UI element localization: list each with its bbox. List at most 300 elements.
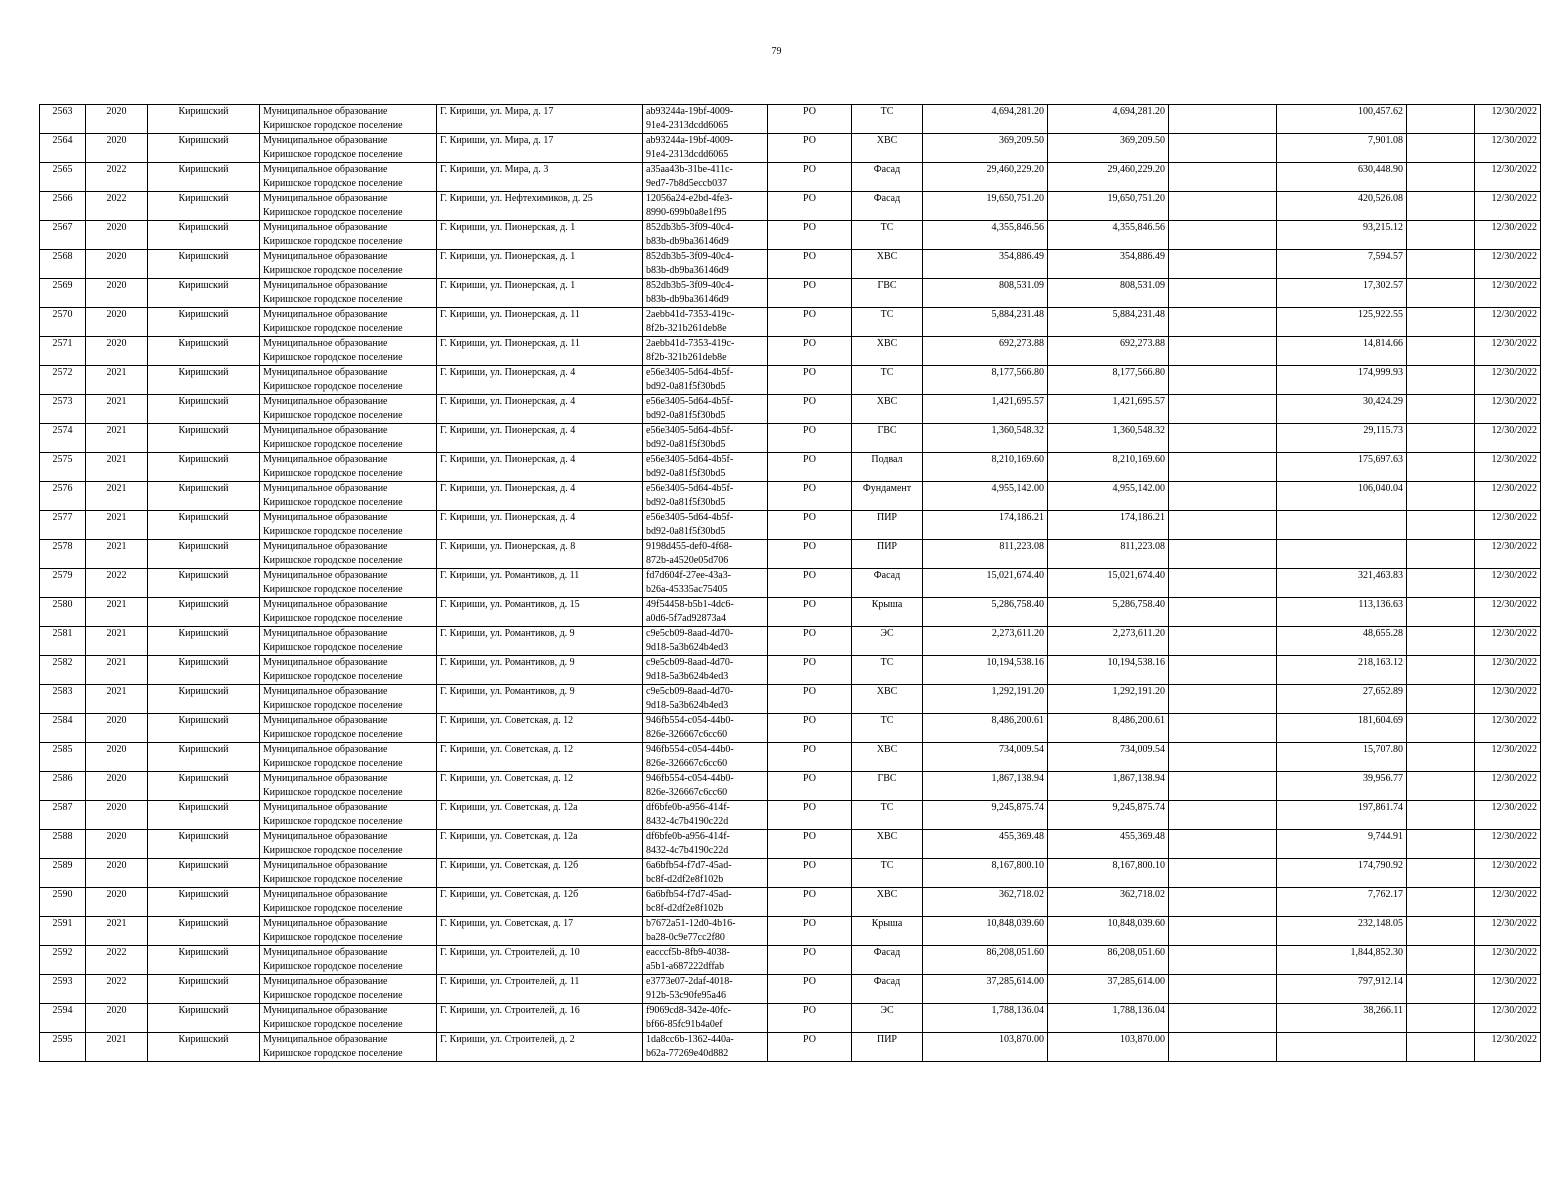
district-cell: Киришский: [148, 511, 260, 540]
district-cell: Киришский: [148, 163, 260, 192]
address-cell: Г. Кириши, ул. Пионерская, д. 1: [437, 250, 643, 279]
blank-cell: [1169, 308, 1277, 337]
municipality-cell: [260, 888, 437, 917]
house-guid-line-2: 826e-326667c6cc60: [646, 787, 728, 798]
cost-share-cell: 39,956.77: [1277, 772, 1407, 801]
cost-fund-cell: 362,718.02: [1048, 888, 1169, 917]
blank-cell: [1169, 1033, 1277, 1062]
house-guid-cell: [643, 569, 768, 598]
house-guid-line-2: b62a-77269e40d882: [646, 1048, 729, 1059]
table-row: [40, 627, 1541, 656]
cost-share-cell: 321,463.83: [1277, 569, 1407, 598]
house-guid-cell: [643, 395, 768, 424]
cost-share-cell: 48,655.28: [1277, 627, 1407, 656]
deadline-cell: 12/30/2022: [1475, 859, 1541, 888]
row-number-cell: 2587: [40, 801, 86, 830]
house-guid-line-1: b7672a51-12d0-4b16-: [646, 918, 736, 929]
house-guid-cell: [643, 308, 768, 337]
district-cell: Киришский: [148, 627, 260, 656]
cost-fund-cell: 8,486,200.61: [1048, 714, 1169, 743]
cost-share-cell: 197,861.74: [1277, 801, 1407, 830]
house-guid-cell: [643, 366, 768, 395]
work-type-cell: ТС: [852, 656, 923, 685]
district-cell: Киришский: [148, 395, 260, 424]
municipality-line-1: Муниципальное образование: [263, 802, 388, 813]
program-type-cell: РО: [768, 482, 852, 511]
house-guid-cell: [643, 250, 768, 279]
cost-share-cell: 106,040.04: [1277, 482, 1407, 511]
cost-share-cell: [1277, 540, 1407, 569]
house-guid-line-1: 12056a24-e2bd-4fe3-: [646, 193, 733, 204]
blank-cell: [1169, 569, 1277, 598]
year-cell: 2021: [86, 395, 148, 424]
municipality-line-1: Муниципальное образование: [263, 686, 388, 697]
blank-cell: [1169, 192, 1277, 221]
house-guid-line-2: ba28-0c9e77cc2f80: [646, 932, 725, 943]
cost-total-cell: 1,867,138.94: [923, 772, 1048, 801]
house-guid-line-1: f9069cd8-342e-40fc-: [646, 1005, 731, 1016]
row-number-cell: 2579: [40, 569, 86, 598]
municipality-line-2: Киришское городское поселение: [263, 642, 403, 653]
municipality-line-1: Муниципальное образование: [263, 251, 388, 262]
row-number-cell: 2588: [40, 830, 86, 859]
year-cell: 2021: [86, 453, 148, 482]
cost-share-cell: 15,707.80: [1277, 743, 1407, 772]
table-row: [40, 192, 1541, 221]
deadline-cell: 12/30/2022: [1475, 192, 1541, 221]
house-guid-line-1: 2aebb41d-7353-419c-: [646, 338, 735, 349]
blank-cell: [1407, 540, 1475, 569]
district-cell: Киришский: [148, 337, 260, 366]
blank-cell: [1169, 337, 1277, 366]
blank-cell: [1407, 656, 1475, 685]
work-type-cell: ХВС: [852, 830, 923, 859]
work-type-cell: ХВС: [852, 134, 923, 163]
district-cell: Киришский: [148, 743, 260, 772]
municipality-line-1: Муниципальное образование: [263, 483, 388, 494]
municipality-line-2: Киришское городское поселение: [263, 816, 403, 827]
row-number-cell: 2568: [40, 250, 86, 279]
cost-share-cell: 125,922.55: [1277, 308, 1407, 337]
blank-cell: [1407, 366, 1475, 395]
address-cell: Г. Кириши, ул. Строителей, д. 2: [437, 1033, 643, 1062]
year-cell: 2020: [86, 801, 148, 830]
blank-cell: [1169, 395, 1277, 424]
year-cell: 2020: [86, 772, 148, 801]
blank-cell: [1169, 917, 1277, 946]
municipality-line-2: Киришское городское поселение: [263, 323, 403, 334]
address-cell: Г. Кириши, ул. Романтиков, д. 11: [437, 569, 643, 598]
cost-share-cell: 174,999.93: [1277, 366, 1407, 395]
program-type-cell: РО: [768, 830, 852, 859]
cost-total-cell: 8,486,200.61: [923, 714, 1048, 743]
municipality-line-2: Киришское городское поселение: [263, 729, 403, 740]
house-guid-cell: [643, 424, 768, 453]
house-guid-line-1: 946fb554-c054-44b0-: [646, 715, 734, 726]
blank-cell: [1407, 714, 1475, 743]
municipality-line-2: Киришское городское поселение: [263, 236, 403, 247]
municipality-line-1: Муниципальное образование: [263, 512, 388, 523]
row-number-cell: 2567: [40, 221, 86, 250]
cost-share-cell: 7,762.17: [1277, 888, 1407, 917]
house-guid-cell: [643, 830, 768, 859]
municipality-line-2: Киришское городское поселение: [263, 932, 403, 943]
program-type-cell: РО: [768, 598, 852, 627]
work-type-cell: ЭС: [852, 1004, 923, 1033]
cost-share-cell: 7,901.08: [1277, 134, 1407, 163]
deadline-cell: 12/30/2022: [1475, 1033, 1541, 1062]
house-guid-line-2: 826e-326667c6cc60: [646, 729, 728, 740]
house-guid-line-2: 9ed7-7b8d5eccb037: [646, 178, 728, 189]
municipality-line-2: Киришское городское поселение: [263, 294, 403, 305]
cost-share-cell: 218,163.12: [1277, 656, 1407, 685]
blank-cell: [1169, 163, 1277, 192]
blank-cell: [1407, 453, 1475, 482]
table-row: [40, 540, 1541, 569]
cost-share-cell: 27,652.89: [1277, 685, 1407, 714]
municipality-cell: [260, 569, 437, 598]
blank-cell: [1407, 163, 1475, 192]
house-guid-cell: [643, 975, 768, 1004]
blank-cell: [1169, 511, 1277, 540]
year-cell: 2022: [86, 946, 148, 975]
program-type-cell: РО: [768, 714, 852, 743]
municipality-cell: [260, 105, 437, 134]
table-row: [40, 888, 1541, 917]
row-number-cell: 2564: [40, 134, 86, 163]
district-cell: Киришский: [148, 859, 260, 888]
year-cell: 2021: [86, 482, 148, 511]
program-type-cell: РО: [768, 917, 852, 946]
municipality-line-2: Киришское городское поселение: [263, 468, 403, 479]
cost-total-cell: 37,285,614.00: [923, 975, 1048, 1004]
blank-cell: [1169, 134, 1277, 163]
program-type-cell: РО: [768, 772, 852, 801]
house-guid-cell: [643, 685, 768, 714]
house-guid-line-1: c9e5cb09-8aad-4d70-: [646, 628, 734, 639]
address-cell: Г. Кириши, ул. Пионерская, д. 4: [437, 511, 643, 540]
year-cell: 2022: [86, 569, 148, 598]
district-cell: Киришский: [148, 250, 260, 279]
table-row: [40, 453, 1541, 482]
register-table: [39, 104, 1541, 1062]
municipality-cell: [260, 859, 437, 888]
blank-cell: [1407, 308, 1475, 337]
house-guid-line-1: e56e3405-5d64-4b5f-: [646, 396, 734, 407]
row-number-cell: 2582: [40, 656, 86, 685]
work-type-cell: Фасад: [852, 192, 923, 221]
municipality-line-1: Муниципальное образование: [263, 1005, 388, 1016]
year-cell: 2022: [86, 192, 148, 221]
program-type-cell: РО: [768, 946, 852, 975]
cost-share-cell: 29,115.73: [1277, 424, 1407, 453]
cost-fund-cell: 455,369.48: [1048, 830, 1169, 859]
deadline-cell: 12/30/2022: [1475, 337, 1541, 366]
table-row: [40, 511, 1541, 540]
municipality-line-1: Муниципальное образование: [263, 1034, 388, 1045]
program-type-cell: РО: [768, 250, 852, 279]
house-guid-line-2: 8990-699b0a8e1f95: [646, 207, 727, 218]
cost-total-cell: 9,245,875.74: [923, 801, 1048, 830]
district-cell: Киришский: [148, 1004, 260, 1033]
year-cell: 2020: [86, 1004, 148, 1033]
deadline-cell: 12/30/2022: [1475, 685, 1541, 714]
work-type-cell: ХВС: [852, 250, 923, 279]
blank-cell: [1169, 105, 1277, 134]
district-cell: Киришский: [148, 134, 260, 163]
blank-cell: [1169, 598, 1277, 627]
house-guid-line-2: 91e4-2313dcdd6065: [646, 120, 729, 131]
cost-fund-cell: 354,886.49: [1048, 250, 1169, 279]
deadline-cell: 12/30/2022: [1475, 453, 1541, 482]
municipality-line-1: Муниципальное образование: [263, 657, 388, 668]
year-cell: 2020: [86, 859, 148, 888]
row-number-cell: 2594: [40, 1004, 86, 1033]
cost-total-cell: 4,955,142.00: [923, 482, 1048, 511]
municipality-cell: [260, 337, 437, 366]
cost-total-cell: 174,186.21: [923, 511, 1048, 540]
cost-fund-cell: 734,009.54: [1048, 743, 1169, 772]
table-row: [40, 1033, 1541, 1062]
year-cell: 2020: [86, 134, 148, 163]
program-type-cell: РО: [768, 395, 852, 424]
house-guid-cell: [643, 1033, 768, 1062]
house-guid-line-2: bd92-0a81f5f30bd5: [646, 497, 726, 508]
cost-fund-cell: 8,177,566.80: [1048, 366, 1169, 395]
cost-fund-cell: 369,209.50: [1048, 134, 1169, 163]
cost-share-cell: 38,266.11: [1277, 1004, 1407, 1033]
cost-fund-cell: 19,650,751.20: [1048, 192, 1169, 221]
district-cell: Киришский: [148, 685, 260, 714]
house-guid-line-2: 9d18-5a3b624b4ed3: [646, 700, 729, 711]
blank-cell: [1407, 801, 1475, 830]
deadline-cell: 12/30/2022: [1475, 656, 1541, 685]
municipality-cell: [260, 279, 437, 308]
municipality-cell: [260, 917, 437, 946]
cost-total-cell: 8,167,800.10: [923, 859, 1048, 888]
municipality-line-1: Муниципальное образование: [263, 309, 388, 320]
house-guid-line-2: 9d18-5a3b624b4ed3: [646, 671, 729, 682]
municipality-line-2: Киришское городское поселение: [263, 787, 403, 798]
house-guid-cell: [643, 946, 768, 975]
house-guid-cell: [643, 482, 768, 511]
address-cell: Г. Кириши, ул. Советская, д. 12: [437, 743, 643, 772]
municipality-cell: [260, 424, 437, 453]
address-cell: Г. Кириши, ул. Советская, д. 12а: [437, 801, 643, 830]
municipality-line-2: Киришское городское поселение: [263, 1048, 403, 1059]
deadline-cell: 12/30/2022: [1475, 163, 1541, 192]
row-number-cell: 2584: [40, 714, 86, 743]
address-cell: Г. Кириши, ул. Пионерская, д. 11: [437, 308, 643, 337]
house-guid-cell: [643, 192, 768, 221]
district-cell: Киришский: [148, 946, 260, 975]
blank-cell: [1169, 888, 1277, 917]
municipality-line-2: Киришское городское поселение: [263, 149, 403, 160]
work-type-cell: ТС: [852, 221, 923, 250]
cost-share-cell: 14,814.66: [1277, 337, 1407, 366]
municipality-cell: [260, 511, 437, 540]
municipality-line-2: Киришское городское поселение: [263, 584, 403, 595]
cost-total-cell: 1,292,191.20: [923, 685, 1048, 714]
row-number-cell: 2590: [40, 888, 86, 917]
house-guid-cell: [643, 279, 768, 308]
municipality-cell: [260, 221, 437, 250]
program-type-cell: РО: [768, 221, 852, 250]
cost-fund-cell: 9,245,875.74: [1048, 801, 1169, 830]
house-guid-line-1: e56e3405-5d64-4b5f-: [646, 425, 734, 436]
district-cell: Киришский: [148, 482, 260, 511]
district-cell: Киришский: [148, 308, 260, 337]
blank-cell: [1169, 830, 1277, 859]
row-number-cell: 2575: [40, 453, 86, 482]
house-guid-line-1: df6bfe0b-a956-414f-: [646, 831, 730, 842]
house-guid-line-1: eacccf5b-8fb9-4038-: [646, 947, 730, 958]
cost-fund-cell: 5,286,758.40: [1048, 598, 1169, 627]
cost-total-cell: 734,009.54: [923, 743, 1048, 772]
address-cell: Г. Кириши, ул. Пионерская, д. 4: [437, 424, 643, 453]
house-guid-line-2: b83b-db9ba36146d9: [646, 265, 729, 276]
cost-share-cell: 17,302.57: [1277, 279, 1407, 308]
house-guid-line-1: 9198d455-def0-4f68-: [646, 541, 733, 552]
program-type-cell: РО: [768, 453, 852, 482]
cost-total-cell: 103,870.00: [923, 1033, 1048, 1062]
house-guid-cell: [643, 598, 768, 627]
cost-share-cell: 113,136.63: [1277, 598, 1407, 627]
program-type-cell: РО: [768, 279, 852, 308]
house-guid-line-1: e56e3405-5d64-4b5f-: [646, 454, 734, 465]
municipality-cell: [260, 598, 437, 627]
house-guid-cell: [643, 453, 768, 482]
program-type-cell: РО: [768, 627, 852, 656]
year-cell: 2021: [86, 917, 148, 946]
house-guid-line-2: bd92-0a81f5f30bd5: [646, 439, 726, 450]
house-guid-line-1: 49f54458-b5b1-4dc6-: [646, 599, 734, 610]
deadline-cell: 12/30/2022: [1475, 395, 1541, 424]
municipality-line-1: Муниципальное образование: [263, 222, 388, 233]
house-guid-line-2: 91e4-2313dcdd6065: [646, 149, 729, 160]
house-guid-cell: [643, 134, 768, 163]
address-cell: Г. Кириши, ул. Пионерская, д. 4: [437, 482, 643, 511]
cost-fund-cell: 811,223.08: [1048, 540, 1169, 569]
work-type-cell: ЭС: [852, 627, 923, 656]
cost-share-cell: 174,790.92: [1277, 859, 1407, 888]
deadline-cell: 12/30/2022: [1475, 511, 1541, 540]
address-cell: Г. Кириши, ул. Пионерская, д. 4: [437, 366, 643, 395]
municipality-line-2: Киришское городское поселение: [263, 207, 403, 218]
municipality-line-2: Киришское городское поселение: [263, 526, 403, 537]
municipality-cell: [260, 540, 437, 569]
house-guid-line-1: 946fb554-c054-44b0-: [646, 773, 734, 784]
municipality-line-2: Киришское городское поселение: [263, 874, 403, 885]
work-type-cell: ХВС: [852, 743, 923, 772]
row-number-cell: 2565: [40, 163, 86, 192]
address-cell: Г. Кириши, ул. Пионерская, д. 1: [437, 279, 643, 308]
program-type-cell: РО: [768, 511, 852, 540]
cost-total-cell: 10,194,538.16: [923, 656, 1048, 685]
table-row: [40, 917, 1541, 946]
table-row: [40, 250, 1541, 279]
municipality-cell: [260, 714, 437, 743]
blank-cell: [1407, 192, 1475, 221]
district-cell: Киришский: [148, 801, 260, 830]
deadline-cell: 12/30/2022: [1475, 917, 1541, 946]
cost-share-cell: 1,844,852.30: [1277, 946, 1407, 975]
house-guid-cell: [643, 801, 768, 830]
house-guid-line-2: bd92-0a81f5f30bd5: [646, 468, 726, 479]
table-row: [40, 743, 1541, 772]
address-cell: Г. Кириши, ул. Строителей, д. 11: [437, 975, 643, 1004]
blank-cell: [1407, 424, 1475, 453]
row-number-cell: 2570: [40, 308, 86, 337]
blank-cell: [1407, 250, 1475, 279]
address-cell: Г. Кириши, ул. Строителей, д. 16: [437, 1004, 643, 1033]
table-row: [40, 714, 1541, 743]
municipality-line-1: Муниципальное образование: [263, 164, 388, 175]
district-cell: Киришский: [148, 975, 260, 1004]
house-guid-line-1: 946fb554-c054-44b0-: [646, 744, 734, 755]
program-type-cell: РО: [768, 308, 852, 337]
district-cell: Киришский: [148, 917, 260, 946]
program-type-cell: РО: [768, 424, 852, 453]
program-type-cell: РО: [768, 1004, 852, 1033]
cost-total-cell: 86,208,051.60: [923, 946, 1048, 975]
municipality-cell: [260, 192, 437, 221]
row-number-cell: 2580: [40, 598, 86, 627]
municipality-line-2: Киришское городское поселение: [263, 265, 403, 276]
year-cell: 2020: [86, 337, 148, 366]
table-row: [40, 134, 1541, 163]
blank-cell: [1169, 743, 1277, 772]
house-guid-line-1: a35aa43b-31be-411c-: [646, 164, 733, 175]
deadline-cell: 12/30/2022: [1475, 424, 1541, 453]
table-row: [40, 163, 1541, 192]
cost-share-cell: [1277, 511, 1407, 540]
cost-total-cell: 2,273,611.20: [923, 627, 1048, 656]
address-cell: Г. Кириши, ул. Романтиков, д. 9: [437, 656, 643, 685]
blank-cell: [1407, 598, 1475, 627]
table-row: [40, 105, 1541, 134]
house-guid-line-2: a5b1-a687222dffab: [646, 961, 725, 972]
municipality-line-2: Киришское городское поселение: [263, 613, 403, 624]
cost-fund-cell: 103,870.00: [1048, 1033, 1169, 1062]
blank-cell: [1169, 801, 1277, 830]
program-type-cell: РО: [768, 192, 852, 221]
year-cell: 2022: [86, 975, 148, 1004]
municipality-line-2: Киришское городское поселение: [263, 845, 403, 856]
blank-cell: [1169, 685, 1277, 714]
table-row: [40, 1004, 1541, 1033]
work-type-cell: Крыша: [852, 598, 923, 627]
house-guid-cell: [643, 888, 768, 917]
program-type-cell: РО: [768, 743, 852, 772]
house-guid-line-2: a0d6-5f7ad92873a4: [646, 613, 726, 624]
municipality-cell: [260, 830, 437, 859]
cost-fund-cell: 692,273.88: [1048, 337, 1169, 366]
deadline-cell: 12/30/2022: [1475, 975, 1541, 1004]
house-guid-line-2: bc8f-d2df2e8f102b: [646, 874, 724, 885]
municipality-line-2: Киришское городское поселение: [263, 439, 403, 450]
blank-cell: [1407, 511, 1475, 540]
year-cell: 2021: [86, 511, 148, 540]
row-number-cell: 2581: [40, 627, 86, 656]
municipality-line-2: Киришское городское поселение: [263, 961, 403, 972]
cost-fund-cell: 8,210,169.60: [1048, 453, 1169, 482]
blank-cell: [1407, 975, 1475, 1004]
table-row: [40, 801, 1541, 830]
house-guid-line-1: 852db3b5-3f09-40c4-: [646, 280, 734, 291]
table-row: [40, 279, 1541, 308]
table-row: [40, 830, 1541, 859]
